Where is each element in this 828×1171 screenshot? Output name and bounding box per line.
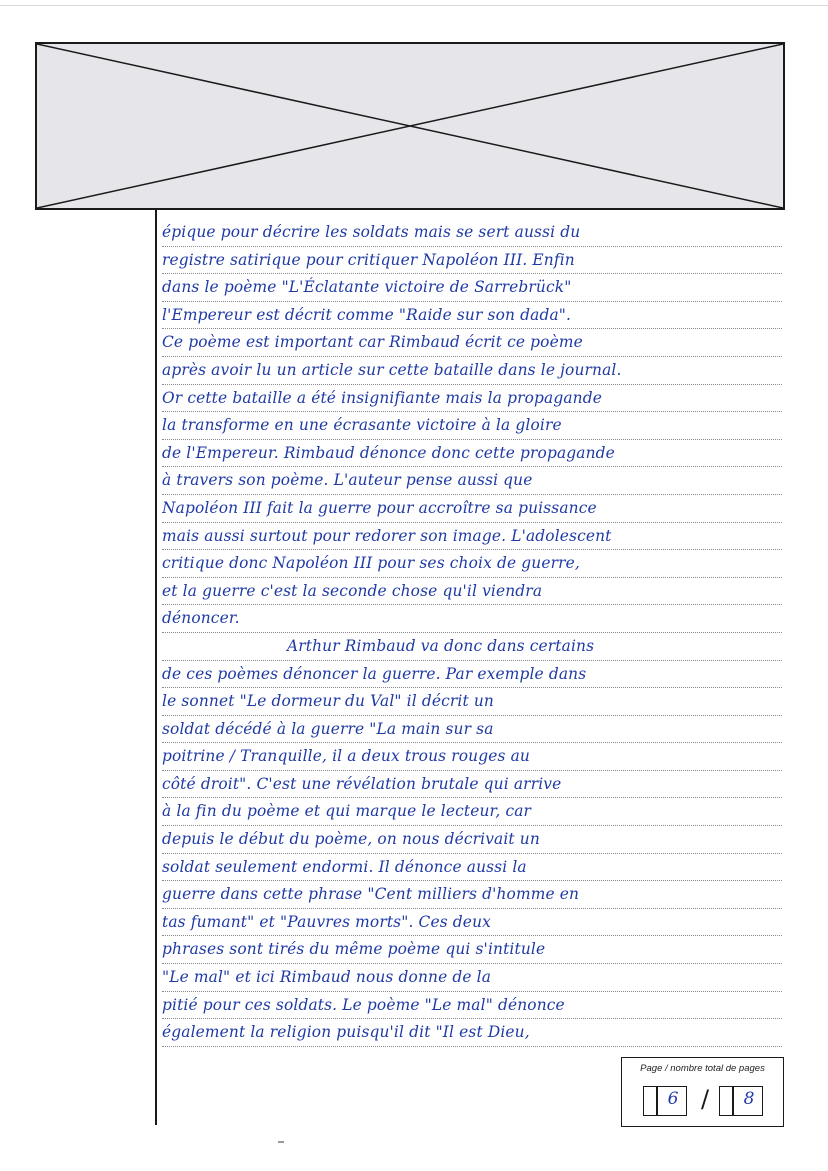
handwritten-line: l'Empereur est décrit comme "Raide sur son dada".: [162, 302, 782, 330]
handwritten-line: tas fumant" et "Pauvres morts". Ces deux: [162, 909, 782, 937]
handwritten-line: Arthur Rimbaud va donc dans certains: [162, 633, 782, 661]
handwritten-line: à la fin du poème et qui marque le lecteur, car: [162, 798, 782, 826]
handwritten-line: mais aussi surtout pour redorer son image. L'adolescent: [162, 523, 782, 551]
handwritten-line: le sonnet "Le dormeur du Val" il décrit un: [162, 688, 782, 716]
handwritten-line: soldat seulement endormi. Il dénonce aussi la: [162, 854, 782, 882]
handwritten-line: phrases sont tirés du même poème qui s'intitule: [162, 936, 782, 964]
handwritten-line: de ces poèmes dénoncer la guerre. Par exemple dans: [162, 661, 782, 689]
handwritten-line: registre satirique pour critiquer Napoléon III. Enfin: [162, 247, 782, 275]
handwritten-line: Or cette bataille a été insignifiante mais la propagande: [162, 385, 782, 413]
total-pages-divider: [732, 1087, 734, 1115]
handwritten-line: guerre dans cette phrase "Cent milliers d'homme en: [162, 881, 782, 909]
total-pages-number: 8: [743, 1089, 755, 1109]
handwritten-line: également la religion puisqu'il dit "Il est Dieu,: [162, 1019, 782, 1047]
current-page-number: 6: [667, 1089, 679, 1109]
current-page-box: [643, 1086, 687, 1116]
handwritten-line: "Le mal" et ici Rimbaud nous donne de la: [162, 964, 782, 992]
handwritten-line: la transforme en une écrasante victoire à la gloire: [162, 412, 782, 440]
handwritten-line: critique donc Napoléon III pour ses choix de guerre,: [162, 550, 782, 578]
handwritten-text-area: [162, 219, 782, 1047]
total-pages-box: [719, 1086, 763, 1116]
redacted-header-box: [35, 42, 785, 210]
handwritten-line: pitié pour ces soldats. Le poème "Le mal" dénonce: [162, 992, 782, 1020]
left-margin-line: [155, 209, 157, 1125]
handwritten-line: poitrine / Tranquille, il a deux trous rouges au: [162, 743, 782, 771]
footer-mark: [278, 1141, 284, 1143]
page-separator: /: [700, 1085, 710, 1113]
page-top-rule: [0, 5, 828, 6]
handwritten-line: épique pour décrire les soldats mais se sert aussi du: [162, 219, 782, 247]
handwritten-line: Ce poème est important car Rimbaud écrit ce poème: [162, 329, 782, 357]
header-cross-icon: [37, 44, 783, 208]
current-page-divider: [656, 1087, 658, 1115]
handwritten-line: Napoléon III fait la guerre pour accroître sa puissance: [162, 495, 782, 523]
handwritten-line: dans le poème "L'Éclatante victoire de Sarrebrück": [162, 274, 782, 302]
handwritten-line: après avoir lu un article sur cette bataille dans le journal.: [162, 357, 782, 385]
handwritten-line: côté droit". C'est une révélation brutale qui arrive: [162, 771, 782, 799]
handwritten-line: de l'Empereur. Rimbaud dénonce donc cette propagande: [162, 440, 782, 468]
page-number-label: Page / nombre total de pages: [640, 1063, 765, 1074]
page-number-box: [621, 1057, 784, 1127]
handwritten-line: à travers son poème. L'auteur pense aussi que: [162, 467, 782, 495]
handwritten-line: depuis le début du poème, on nous décrivait un: [162, 826, 782, 854]
handwritten-line: soldat décédé à la guerre "La main sur sa: [162, 716, 782, 744]
handwritten-line: et la guerre c'est la seconde chose qu'il viendra: [162, 578, 782, 606]
handwritten-line: dénoncer.: [162, 605, 782, 633]
